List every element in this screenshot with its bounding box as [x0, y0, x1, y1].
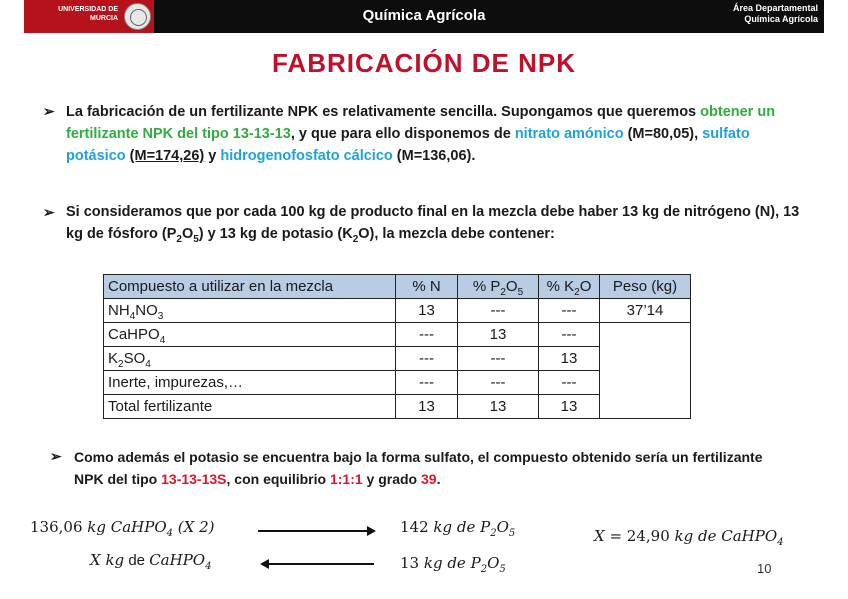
department-line-1: Área Departamental	[732, 3, 818, 13]
header-compound: Compuesto a utilizar en la mezcla	[104, 275, 396, 299]
subscript: 2	[352, 233, 359, 245]
p3-text: y grado	[362, 471, 422, 487]
p1-sulfato: sulfato potásico	[66, 126, 750, 164]
pct-k: 13	[539, 347, 600, 371]
composition-table	[103, 274, 691, 419]
subscript: 5	[193, 233, 199, 245]
weight-empty	[600, 323, 691, 347]
p3-text: Como además el potasio se encuentra bajo la forma sulfato, el compuesto obtenido sería un fertilizante NPK del tipo	[74, 449, 763, 487]
p3-balance: 1:1:1	[329, 471, 363, 487]
header-p2o5: % $P_2O_5$	[458, 275, 539, 299]
subscript: 2	[176, 233, 182, 245]
table-row	[104, 347, 691, 371]
pct-n: ---	[396, 323, 458, 347]
equation-line-1-left: 136,06 kg CaHPO$_4$ (X 2)	[30, 518, 215, 539]
pct-n: 13	[396, 395, 458, 419]
equation-line-2-right: 13 kg de $P_2O_5$	[400, 554, 506, 575]
pct-n: 13	[396, 299, 458, 323]
table-row	[104, 299, 691, 323]
weight-empty	[600, 347, 691, 371]
bullet-arrow-icon: ➢	[43, 204, 55, 220]
compound-name: CaHPO$_4$	[104, 323, 396, 347]
paragraph-intro	[66, 101, 806, 167]
weight-value: 37’14	[600, 299, 691, 323]
table-row	[104, 371, 691, 395]
header-k2o: % $K_2O$	[539, 275, 600, 299]
p2-text: Si consideramos que por cada 100 kg de producto final en la mezcla debe haber 13 kg de nitrógeno (N), 13 kg de fósforo (P	[66, 204, 800, 242]
p3-text: .	[436, 471, 441, 487]
weight-empty	[600, 395, 691, 419]
p1-text: (M=136,06).	[392, 148, 476, 164]
pct-k: ---	[539, 371, 600, 395]
pct-p: 13	[458, 395, 539, 419]
p1-target-type: obtener un fertilizante NPK del tipo 13-13-13	[66, 104, 776, 142]
pct-n: ---	[396, 347, 458, 371]
p1-text: (M=80,05),	[623, 126, 703, 142]
weight-empty	[600, 371, 691, 395]
course-title: Química Agrícola	[362, 7, 486, 24]
pct-k: 13	[539, 395, 600, 419]
equation-result: X = 24,90 kg de CaHPO$_4$	[594, 527, 784, 548]
pct-p: ---	[458, 347, 539, 371]
p1-sulfato-mass: (M=174,26)	[129, 148, 205, 164]
compound-name: $K_2SO_4$	[104, 347, 396, 371]
p3-text: , con equilibrio	[226, 471, 330, 487]
right-arrow-icon	[258, 530, 374, 532]
table-row	[104, 395, 691, 419]
department-line-2: Química Agrícola	[744, 14, 818, 24]
pct-p: ---	[458, 299, 539, 323]
university-name: UNIVERSIDAD DE MURCIA	[58, 6, 118, 22]
p2-text: ) y 13 kg de potasio (K	[198, 226, 353, 242]
p1-text: , y que para ello disponemos de	[290, 126, 515, 142]
equation-line-2-left: X kg de CaHPO$_4$	[90, 551, 212, 572]
pct-p: 13	[458, 323, 539, 347]
header-n: % N	[396, 275, 458, 299]
equation-line-1-right: 142 kg de $P_2O_5$	[400, 518, 516, 539]
pct-k: ---	[539, 323, 600, 347]
p1-nitrato: nitrato amónico	[514, 126, 624, 142]
page-number: 10	[757, 561, 772, 576]
compound-name: Inerte, impurezas,…	[104, 371, 396, 395]
p1-text: La fabricación de un fertilizante NPK es relativamente sencilla. Supongamos que queremos	[66, 104, 701, 120]
table-row	[104, 323, 691, 347]
p2-text: O), la mezcla debe contener:	[358, 226, 555, 242]
p1-hidrogenofosfato: hidrogenofosfato cálcico	[220, 148, 393, 164]
slide-title: FABRICACIÓN DE NPK	[271, 48, 576, 78]
compound-name: Total fertilizante	[104, 395, 396, 419]
pct-n: ---	[396, 371, 458, 395]
left-arrow-icon	[262, 563, 374, 565]
bullet-arrow-icon: ➢	[43, 103, 55, 119]
pct-p: ---	[458, 371, 539, 395]
p3-npk-type: 13-13-13S	[161, 471, 227, 487]
table-header-row	[104, 275, 691, 299]
paragraph-composition	[66, 201, 806, 245]
header-weight: Peso (kg)	[600, 275, 691, 299]
department-label	[733, 3, 818, 25]
p2-text: O	[181, 226, 194, 242]
compound-name: $NH_4NO_3$	[104, 299, 396, 323]
p3-grade: 39	[421, 471, 437, 487]
pct-k: ---	[539, 299, 600, 323]
paragraph-conclusion	[74, 446, 789, 490]
p1-text: y	[204, 148, 221, 164]
bullet-arrow-icon: ➢	[50, 448, 62, 464]
